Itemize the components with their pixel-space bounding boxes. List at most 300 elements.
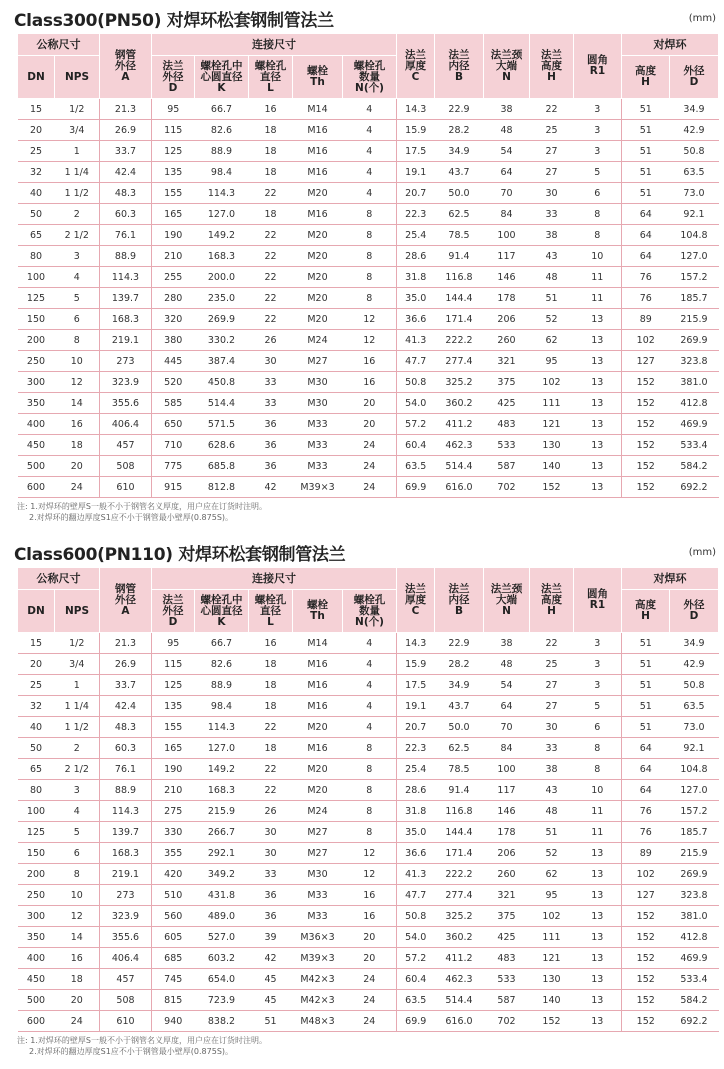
header-bolt: 螺栓 Th: [293, 56, 343, 99]
table-cell: 102: [530, 906, 574, 927]
table-cell: M20: [293, 267, 343, 288]
table-cell: 89: [622, 309, 670, 330]
table-cell: 692.2: [670, 1011, 719, 1032]
table-cell: 222.2: [435, 864, 484, 885]
table-cell: 69.9: [397, 1011, 435, 1032]
table-cell: 152: [622, 372, 670, 393]
table-cell: 168.3: [100, 309, 152, 330]
table-cell: 62.5: [435, 204, 484, 225]
table-cell: 50.8: [397, 906, 435, 927]
table-cell: 32: [18, 162, 55, 183]
table-cell: 18: [55, 969, 100, 990]
table-cell: 11: [574, 822, 622, 843]
table-row: [18, 456, 719, 477]
table-cell: 64: [622, 759, 670, 780]
table-cell: 52: [530, 309, 574, 330]
table-cell: 152: [530, 477, 574, 498]
table-cell: 273: [100, 351, 152, 372]
header-height: 法兰 高度 H: [530, 34, 574, 99]
table-row: [18, 885, 719, 906]
table-cell: 102: [622, 864, 670, 885]
table-cell: 1/2: [55, 633, 100, 654]
table-cell: 425: [484, 393, 530, 414]
table-cell: 130: [530, 435, 574, 456]
table-cell: 127.0: [195, 738, 249, 759]
table-cell: 277.4: [435, 885, 484, 906]
table-row: [18, 633, 719, 654]
table-cell: M33: [293, 906, 343, 927]
table-cell: 51: [622, 120, 670, 141]
table-cell: 10: [574, 780, 622, 801]
table-body: [18, 99, 719, 498]
table-cell: 325.2: [435, 906, 484, 927]
table-cell: 127: [622, 885, 670, 906]
table-cell: 48.3: [100, 717, 152, 738]
table-cell: 22: [530, 633, 574, 654]
table-cell: 51: [622, 99, 670, 120]
table-cell: 50.8: [670, 675, 719, 696]
table-cell: 3/4: [55, 120, 100, 141]
table-cell: 14.3: [397, 99, 435, 120]
table-cell: 115: [152, 654, 195, 675]
table-cell: 88.9: [100, 246, 152, 267]
table-cell: 76: [622, 288, 670, 309]
table-cell: 64: [484, 162, 530, 183]
table-cell: 215.9: [670, 309, 719, 330]
table-cell: 269.9: [670, 864, 719, 885]
table-cell: M20: [293, 183, 343, 204]
table-cell: 200.0: [195, 267, 249, 288]
table-cell: 100: [18, 801, 55, 822]
table-cell: 36: [249, 435, 293, 456]
header-bolt-circle: 螺栓孔中 心圆直径 K: [195, 590, 249, 633]
table-cell: M30: [293, 372, 343, 393]
table-row: [18, 801, 719, 822]
table-cell: 2 1/2: [55, 759, 100, 780]
table-cell: 3/4: [55, 654, 100, 675]
table-cell: 140: [530, 456, 574, 477]
table-cell: 20: [343, 927, 397, 948]
table-cell: 65: [18, 225, 55, 246]
table-cell: 98.4: [195, 696, 249, 717]
table-cell: 450.8: [195, 372, 249, 393]
table-cell: M30: [293, 864, 343, 885]
table-cell: 3: [574, 120, 622, 141]
table-cell: 4: [55, 267, 100, 288]
table-row: [18, 843, 719, 864]
table-cell: 165: [152, 738, 195, 759]
table-cell: 18: [55, 435, 100, 456]
table-cell: 628.6: [195, 435, 249, 456]
table-cell: 33: [249, 372, 293, 393]
table-cell: 24: [55, 477, 100, 498]
table-cell: 745: [152, 969, 195, 990]
table-cell: 15: [18, 99, 55, 120]
table-cell: M33: [293, 885, 343, 906]
table-row: [18, 99, 719, 120]
table-cell: 22: [249, 225, 293, 246]
table-cell: 22.9: [435, 633, 484, 654]
table-cell: 24: [343, 456, 397, 477]
table-cell: 8: [343, 246, 397, 267]
header-nps: NPS: [55, 56, 100, 99]
table-cell: 51: [622, 183, 670, 204]
table-cell: M20: [293, 246, 343, 267]
table-cell: 3: [55, 780, 100, 801]
table-cell: 64: [622, 204, 670, 225]
table-cell: 117: [484, 246, 530, 267]
table-cell: 585: [152, 393, 195, 414]
table-cell: 15.9: [397, 654, 435, 675]
table-cell: 125: [152, 141, 195, 162]
table-cell: 200: [18, 330, 55, 351]
table-cell: 50: [18, 738, 55, 759]
table-cell: 13: [574, 351, 622, 372]
table-cell: 24: [343, 435, 397, 456]
header-ring-od: 外径 D: [670, 56, 719, 99]
table-cell: 146: [484, 267, 530, 288]
table-cell: 375: [484, 372, 530, 393]
table-cell: 360.2: [435, 927, 484, 948]
header-ring-height: 高度 H: [622, 56, 670, 99]
table-cell: 20: [343, 948, 397, 969]
table-cell: M20: [293, 717, 343, 738]
note-1: 注: 1.对焊环的壁厚S一般不小于钢管名义厚度，用户应在订货时注明。: [17, 502, 267, 511]
table-cell: 64: [484, 696, 530, 717]
table-cell: 915: [152, 477, 195, 498]
table-cell: 514.4: [435, 456, 484, 477]
table-cell: M16: [293, 738, 343, 759]
table-cell: 25: [530, 654, 574, 675]
header-ring: 对焊环: [622, 34, 719, 56]
table-cell: 178: [484, 288, 530, 309]
table-cell: 260: [484, 864, 530, 885]
table-cell: 57.2: [397, 414, 435, 435]
table-cell: 13: [574, 906, 622, 927]
table-cell: 350: [18, 927, 55, 948]
table-cell: 520: [152, 372, 195, 393]
table-cell: 30: [249, 822, 293, 843]
table-cell: 323.8: [670, 885, 719, 906]
table-cell: 8: [343, 801, 397, 822]
table-row: [18, 759, 719, 780]
table-cell: 2: [55, 738, 100, 759]
table-cell: 21.3: [100, 633, 152, 654]
table-cell: 702: [484, 477, 530, 498]
table-cell: 610: [100, 1011, 152, 1032]
table-cell: 13: [574, 1011, 622, 1032]
table-cell: 330: [152, 822, 195, 843]
table-cell: 20: [55, 990, 100, 1011]
table-cell: 114.3: [100, 801, 152, 822]
table-cell: 34.9: [435, 141, 484, 162]
table-cell: 2 1/2: [55, 225, 100, 246]
table-cell: M33: [293, 414, 343, 435]
table-cell: 445: [152, 351, 195, 372]
table-cell: 3: [574, 675, 622, 696]
table-cell: 26: [249, 330, 293, 351]
header-pipe-od: 钢管 外径 A: [100, 34, 152, 99]
table-cell: 250: [18, 885, 55, 906]
table-cell: 3: [574, 654, 622, 675]
table-cell: 355.6: [100, 393, 152, 414]
table-cell: 273: [100, 885, 152, 906]
table-cell: 16: [55, 414, 100, 435]
table-cell: 60.4: [397, 435, 435, 456]
table-cell: M39×3: [293, 477, 343, 498]
table-cell: 152: [530, 1011, 574, 1032]
table-section-class300: [0, 3, 724, 523]
table-cell: 17.5: [397, 675, 435, 696]
table-cell: 514.4: [195, 393, 249, 414]
table-cell: 28.2: [435, 120, 484, 141]
table-cell: 20.7: [397, 183, 435, 204]
table-cell: 42: [249, 948, 293, 969]
table-cell: 16: [249, 99, 293, 120]
table-cell: 155: [152, 717, 195, 738]
table-cell: 616.0: [435, 477, 484, 498]
table-row: [18, 120, 719, 141]
table-cell: 219.1: [100, 864, 152, 885]
table-row: [18, 435, 719, 456]
table-cell: 41.3: [397, 330, 435, 351]
table-cell: 4: [343, 717, 397, 738]
table-cell: 54.0: [397, 927, 435, 948]
table-cell: 13: [574, 927, 622, 948]
table-cell: 412.8: [670, 393, 719, 414]
table-cell: 51: [622, 162, 670, 183]
header-inner-diameter: 法兰 内径 B: [435, 34, 484, 99]
table-cell: 406.4: [100, 414, 152, 435]
table-cell: 51: [622, 633, 670, 654]
table-cell: 57.2: [397, 948, 435, 969]
table-cell: 92.1: [670, 738, 719, 759]
table-cell: 26.9: [100, 654, 152, 675]
table-cell: 355: [152, 843, 195, 864]
table-cell: 91.4: [435, 246, 484, 267]
table-cell: 13: [574, 864, 622, 885]
table-row: [18, 330, 719, 351]
table-cell: M36×3: [293, 927, 343, 948]
table-cell: 100: [484, 225, 530, 246]
table-cell: 50.0: [435, 717, 484, 738]
table-cell: 66.7: [195, 99, 249, 120]
table-cell: 320: [152, 309, 195, 330]
table-cell: 12: [343, 330, 397, 351]
table-cell: 152: [622, 948, 670, 969]
table-cell: 26: [249, 801, 293, 822]
table-cell: 50.8: [397, 372, 435, 393]
table-cell: 13: [574, 393, 622, 414]
table-cell: 8: [574, 759, 622, 780]
table-cell: 1/2: [55, 99, 100, 120]
table-cell: 325.2: [435, 372, 484, 393]
table-cell: 5: [574, 162, 622, 183]
table-cell: M24: [293, 801, 343, 822]
table-body: [18, 633, 719, 1032]
table-cell: 5: [55, 288, 100, 309]
note-1: 注: 1.对焊环的壁厚S一般不小于钢管名义厚度，用户应在订货时注明。: [17, 1036, 267, 1045]
table-cell: 571.5: [195, 414, 249, 435]
table-cell: 406.4: [100, 948, 152, 969]
table-cell: 508: [100, 456, 152, 477]
table-cell: 152: [622, 969, 670, 990]
table-cell: 584.2: [670, 456, 719, 477]
table-cell: 33.7: [100, 675, 152, 696]
table-row: [18, 780, 719, 801]
table-cell: 35.0: [397, 822, 435, 843]
table-cell: 8: [343, 204, 397, 225]
table-cell: 31.8: [397, 801, 435, 822]
table-cell: 76.1: [100, 225, 152, 246]
table-cell: 42.4: [100, 162, 152, 183]
table-cell: 64: [622, 738, 670, 759]
table-cell: 152: [622, 927, 670, 948]
table-cell: 63.5: [670, 162, 719, 183]
note-2: 2.对焊环的翻边厚度S1应不小于钢管最小壁厚(0.875S)。: [29, 1047, 234, 1056]
table-cell: 24: [343, 990, 397, 1011]
table-cell: 98.4: [195, 162, 249, 183]
table-cell: 116.8: [435, 801, 484, 822]
table-cell: 20.7: [397, 717, 435, 738]
table-row: [18, 288, 719, 309]
table-cell: 51: [249, 1011, 293, 1032]
table-cell: 22: [249, 309, 293, 330]
header-thickness: 法兰 厚度 C: [397, 568, 435, 633]
table-section-class600: [0, 537, 724, 1057]
header-ring-height: 高度 H: [622, 590, 670, 633]
table-cell: 95: [152, 99, 195, 120]
table-cell: 381.0: [670, 372, 719, 393]
table-cell: 2: [55, 204, 100, 225]
table-cell: 350: [18, 393, 55, 414]
table-cell: 250: [18, 351, 55, 372]
table-cell: 360.2: [435, 393, 484, 414]
table-cell: 450: [18, 435, 55, 456]
table-cell: 702: [484, 1011, 530, 1032]
table-row: [18, 414, 719, 435]
table-cell: 104.8: [670, 225, 719, 246]
table-cell: M27: [293, 822, 343, 843]
table-cell: 36: [249, 885, 293, 906]
table-row: [18, 906, 719, 927]
table-cell: 16: [249, 633, 293, 654]
header-ring-od: 外径 D: [670, 590, 719, 633]
table-cell: 178: [484, 822, 530, 843]
table-row: [18, 225, 719, 246]
header-bolt-hole: 螺栓孔 直径 L: [249, 590, 293, 633]
table-cell: 41.3: [397, 864, 435, 885]
table-cell: 462.3: [435, 435, 484, 456]
table-cell: 50.8: [670, 141, 719, 162]
table-cell: 80: [18, 780, 55, 801]
flange-table: [17, 33, 719, 498]
table-cell: 16: [55, 948, 100, 969]
table-cell: 19.1: [397, 162, 435, 183]
table-cell: 12: [343, 309, 397, 330]
table-cell: M20: [293, 288, 343, 309]
table-cell: 16: [343, 885, 397, 906]
table-cell: 82.6: [195, 120, 249, 141]
table-cell: 127.0: [670, 246, 719, 267]
table-cell: 190: [152, 759, 195, 780]
table-cell: 3: [574, 633, 622, 654]
table-cell: 36: [249, 414, 293, 435]
table-cell: 280: [152, 288, 195, 309]
table-cell: 185.7: [670, 822, 719, 843]
table-cell: 33: [530, 738, 574, 759]
page-title: Class300(PN50) 对焊环松套钢制管法兰: [14, 11, 334, 31]
table-row: [18, 696, 719, 717]
table-cell: 165: [152, 204, 195, 225]
table-row: [18, 477, 719, 498]
table-cell: 654.0: [195, 969, 249, 990]
header-thickness: 法兰 厚度 C: [397, 34, 435, 99]
table-cell: 20: [18, 654, 55, 675]
table-cell: 22.3: [397, 204, 435, 225]
table-cell: 102: [530, 372, 574, 393]
table-cell: 323.8: [670, 351, 719, 372]
table-cell: 38: [484, 633, 530, 654]
table-cell: 723.9: [195, 990, 249, 1011]
table-cell: 51: [622, 696, 670, 717]
table-cell: M20: [293, 780, 343, 801]
table-cell: 54: [484, 141, 530, 162]
table-cell: 34.9: [670, 99, 719, 120]
unit-label: (mm): [688, 13, 716, 24]
table-cell: 116.8: [435, 267, 484, 288]
table-cell: 4: [343, 696, 397, 717]
table-cell: 32: [18, 696, 55, 717]
table-cell: 425: [484, 927, 530, 948]
table-cell: 42.9: [670, 120, 719, 141]
header-nominal-size: 公称尺寸: [18, 34, 100, 56]
table-cell: 38: [530, 225, 574, 246]
table-cell: 78.5: [435, 759, 484, 780]
table-cell: 12: [55, 372, 100, 393]
table-cell: 510: [152, 885, 195, 906]
table-cell: 111: [530, 393, 574, 414]
table-cell: 144.4: [435, 288, 484, 309]
table-cell: M33: [293, 456, 343, 477]
table-cell: 14: [55, 393, 100, 414]
table-row: [18, 969, 719, 990]
table-cell: 355.6: [100, 927, 152, 948]
table-cell: 33.7: [100, 141, 152, 162]
table-cell: 95: [152, 633, 195, 654]
table-cell: 15: [18, 633, 55, 654]
table-cell: 18: [249, 654, 293, 675]
table-cell: 95: [530, 885, 574, 906]
table-cell: 300: [18, 906, 55, 927]
table-cell: 605: [152, 927, 195, 948]
table-cell: 64: [622, 225, 670, 246]
table-cell: 16: [343, 372, 397, 393]
table-cell: 3: [55, 246, 100, 267]
table-cell: 275: [152, 801, 195, 822]
table-cell: 4: [55, 801, 100, 822]
table-cell: 63.5: [670, 696, 719, 717]
table-row: [18, 654, 719, 675]
table-cell: 69.9: [397, 477, 435, 498]
page-title: Class600(PN110) 对焊环松套钢制管法兰: [14, 545, 346, 565]
table-cell: 13: [574, 885, 622, 906]
table-cell: 483: [484, 948, 530, 969]
table-cell: 685: [152, 948, 195, 969]
table-cell: 62: [530, 864, 574, 885]
table-row: [18, 738, 719, 759]
table-cell: 8: [574, 738, 622, 759]
